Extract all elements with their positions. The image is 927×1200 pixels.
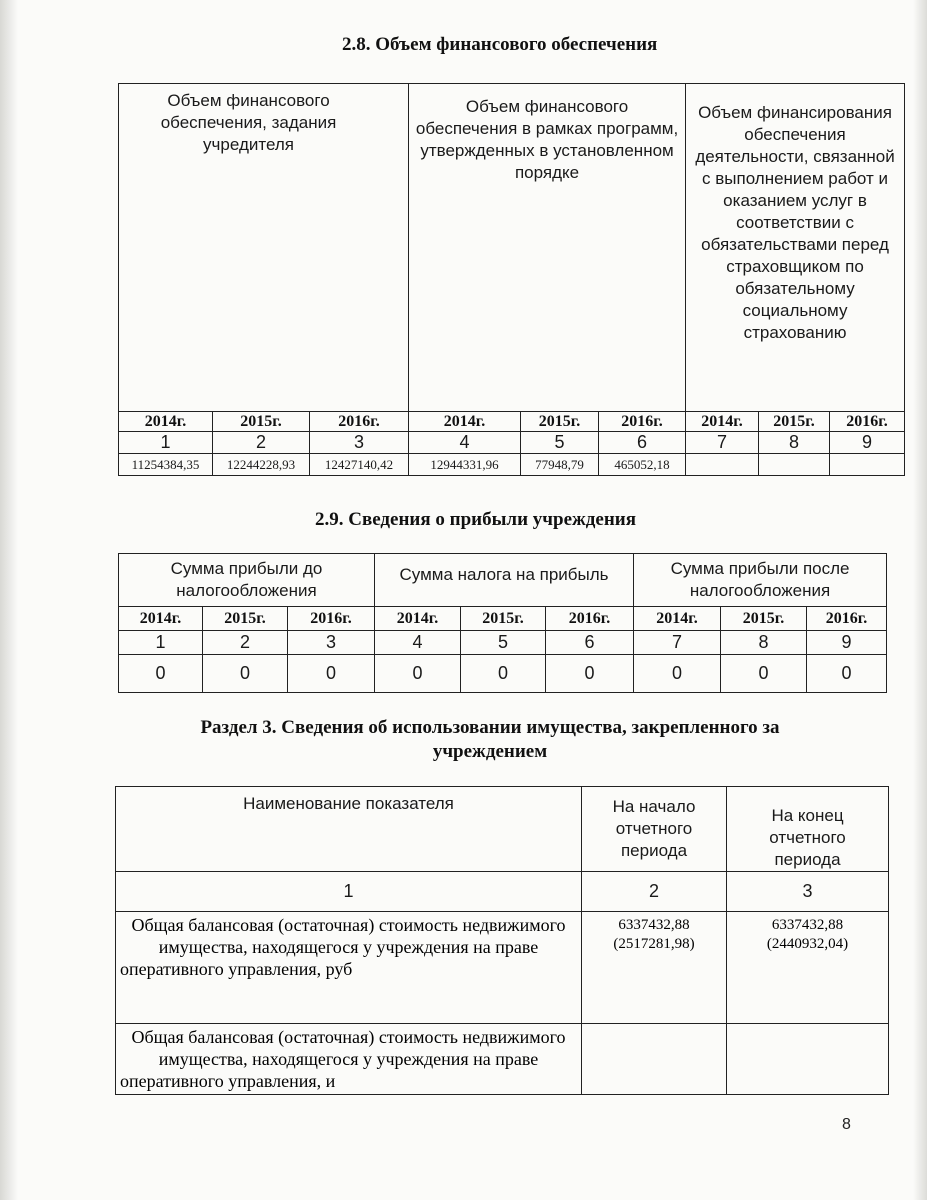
profit-value: 0 <box>203 655 288 693</box>
profit-value: 0 <box>119 655 203 693</box>
profit-col-number: 2 <box>203 631 288 655</box>
financing-col-number: 4 <box>409 432 521 454</box>
financing-value: 11254384,35 <box>119 454 213 476</box>
financing-year: 2015г. <box>759 412 830 432</box>
profit-col-number: 7 <box>634 631 721 655</box>
profit-col-number: 3 <box>288 631 375 655</box>
profit-year: 2016г. <box>288 607 375 631</box>
financing-year: 2016г. <box>599 412 686 432</box>
financing-value: 77948,79 <box>521 454 599 476</box>
financing-col-number: 6 <box>599 432 686 454</box>
scan-edge-right <box>913 0 927 1200</box>
financing-year: 2016г. <box>310 412 409 432</box>
property-end-residual: (2440932,04) <box>766 936 849 952</box>
property-start-residual: (2517281,98) <box>613 936 695 952</box>
financing-value: 12944331,96 <box>409 454 521 476</box>
property-row-end <box>727 912 889 1024</box>
profit-year: 2016г. <box>807 607 887 631</box>
financing-value <box>759 454 830 476</box>
financing-value: 12427140,42 <box>310 454 409 476</box>
section-3-title: Раздел 3. Сведения об использовании имущества, закрепленного за учреждением <box>200 717 780 762</box>
property-header-end: На конец отчетного периода <box>727 787 889 872</box>
financing-year: 2015г. <box>213 412 310 432</box>
page-number: 8 <box>842 1116 851 1133</box>
profit-year: 2014г. <box>375 607 461 631</box>
property-row-indicator: Общая балансовая (остаточная) стоимость недвижимого имущества, находящегося у учреждения на праве оперативного управления, и <box>116 1024 582 1095</box>
profit-value: 0 <box>288 655 375 693</box>
section-2-8-title: 2.8. Объем финансового обеспечения <box>342 34 658 55</box>
profit-year: 2015г. <box>203 607 288 631</box>
profit-header-after-tax: Сумма прибыли после налогообложения <box>634 554 887 607</box>
property-row-start <box>582 1024 727 1095</box>
profit-col-number: 5 <box>461 631 546 655</box>
profit-value: 0 <box>461 655 546 693</box>
financing-col-number: 9 <box>830 432 905 454</box>
profit-year: 2015г. <box>461 607 546 631</box>
profit-col-number: 8 <box>721 631 807 655</box>
property-row-indicator: Общая балансовая (остаточная) стоимость недвижимого имущества, находящегося у учреждения на праве оперативного управления, руб <box>116 912 582 1024</box>
profit-value: 0 <box>375 655 461 693</box>
financing-header-insurance: Объем финансирования обеспечения деятельности, связанной с выполнением работ и оказанием услуг в соответствии с обязательствами перед страховщиком по обязательному социальному страхованию <box>686 84 905 412</box>
profit-value: 0 <box>807 655 887 693</box>
profit-header-tax: Сумма налога на прибыль <box>375 554 634 607</box>
property-header-start: На начало отчетного периода <box>582 787 727 872</box>
financing-value <box>830 454 905 476</box>
scan-edge-left <box>0 0 18 1200</box>
financing-year: 2015г. <box>521 412 599 432</box>
profit-year: 2015г. <box>721 607 807 631</box>
financing-col-number: 3 <box>310 432 409 454</box>
financing-year: 2014г. <box>686 412 759 432</box>
property-end-balance: 6337432,88 <box>771 917 844 933</box>
profit-year: 2016г. <box>546 607 634 631</box>
profit-year: 2014г. <box>634 607 721 631</box>
property-col-number: 3 <box>727 872 889 912</box>
profit-table <box>118 553 887 693</box>
property-row-end <box>727 1024 889 1095</box>
financing-col-number: 7 <box>686 432 759 454</box>
property-table <box>115 786 889 1095</box>
profit-value: 0 <box>721 655 807 693</box>
property-col-number: 1 <box>116 872 582 912</box>
financing-value: 465052,18 <box>599 454 686 476</box>
financing-year: 2016г. <box>830 412 905 432</box>
financing-col-number: 1 <box>119 432 213 454</box>
profit-col-number: 1 <box>119 631 203 655</box>
profit-value: 0 <box>634 655 721 693</box>
property-col-number: 2 <box>582 872 727 912</box>
financing-year: 2014г. <box>119 412 213 432</box>
profit-value: 0 <box>546 655 634 693</box>
financing-col-number: 8 <box>759 432 830 454</box>
financing-value: 12244228,93 <box>213 454 310 476</box>
profit-col-number: 6 <box>546 631 634 655</box>
section-2-9-title: 2.9. Сведения о прибыли учреждения <box>315 509 636 530</box>
financing-header-founder: Объем финансового обеспечения, задания учредителя <box>119 84 409 412</box>
profit-year: 2014г. <box>119 607 203 631</box>
financing-header-programs: Объем финансового обеспечения в рамках программ, утвержденных в установленном порядке <box>409 84 686 412</box>
profit-col-number: 9 <box>807 631 887 655</box>
profit-header-before-tax: Сумма прибыли до налогообложения <box>119 554 375 607</box>
profit-col-number: 4 <box>375 631 461 655</box>
financing-value <box>686 454 759 476</box>
financing-col-number: 2 <box>213 432 310 454</box>
financing-table <box>118 83 905 476</box>
property-start-balance: 6337432,88 <box>618 917 690 933</box>
property-row-start <box>582 912 727 1024</box>
financing-col-number: 5 <box>521 432 599 454</box>
financing-year: 2014г. <box>409 412 521 432</box>
property-header-indicator: Наименование показателя <box>116 787 582 872</box>
